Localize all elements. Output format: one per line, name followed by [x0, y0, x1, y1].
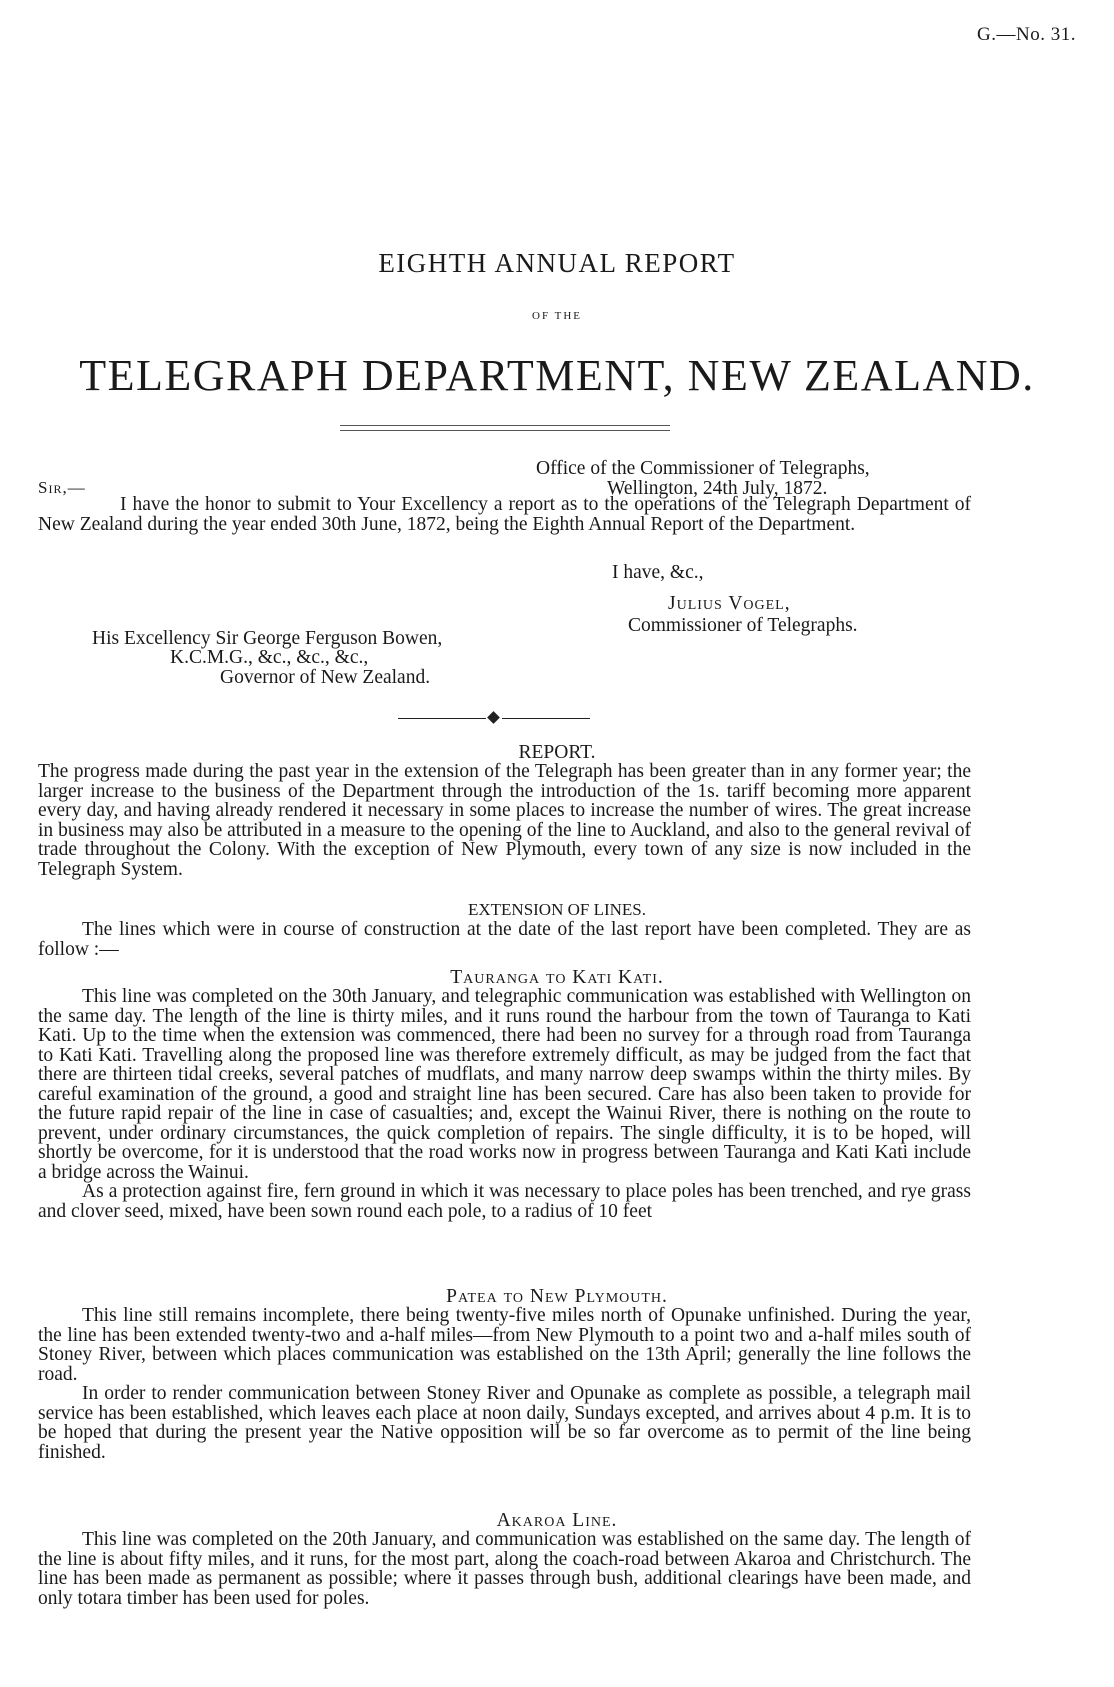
section-body-patea [38, 1306, 971, 1462]
section-paragraph: As a protection against fire, fern ground in which it was necessary to place poles has been trenched, and rye grass and clover seed, mixed, have been sown round each pole, to a radius of 10 feet [38, 1181, 971, 1222]
report-heading: REPORT. [518, 742, 596, 763]
letter-closing: I have, &c., [612, 562, 704, 583]
section-paragraph: This line was completed on the 30th January, and telegraphic communication was established with Wellington on the same day. The length of the line is thirty miles, and it runs round the harbour from the town of Tauranga to Kati Kati. Up to the time when the extension was commenced, there had been no survey for a through road from Tauranga to Kati Kati. Travelling along the proposed line was therefore extremely difficult, as may be judged from the fact that there are thirteen tidal creeks, several patches of mudflats, and many narrow deep swamps within the thirty miles. By careful examination of the ground, a good and straight line has been secured. Care has also been taken to provide for the future rapid repair of the line in case of casualties; and, except the Wainui River, there is nothing on the route to prevent, under ordinary circumstances, the quick completion of repairs. The single difficulty, it is to be hoped, will shortly be overcome, for it is understood that the road works now in progress between Tauranga and Kati Kati include a bridge across the Wainui. [38, 986, 971, 1183]
report-intro-text: The progress made during the past year in the extension of the Telegraph has been greater than in any former year; the larger increase to the business of the Department through the introduction of the 1s. tariff becoming more apparent every day, and having already rendered it necessary in some places to increase the number of wires. The great increase in business may also be attributed in a measure to the opening of the line to Auckland, and also to the general revival of trade throughout the Colony. With the exception of New Plymouth, every town of any size is now included in the Telegraph System. [38, 761, 971, 880]
addressee-line-1: His Excellency Sir George Ferguson Bowen, [92, 628, 443, 649]
letter-body [38, 495, 971, 534]
title-divider [340, 425, 670, 431]
section-paragraph: This line still remains incomplete, there being twenty-five miles north of Opunake unfinished. During the year, the line has been extended twenty-two and a-half miles—from New Plymouth to a point two and a-half miles south of Stoney River, between which places communication was established on the 13th April; generally the line follows the road. [38, 1305, 971, 1385]
addressee-line-3: Governor of New Zealand. [220, 667, 431, 688]
letter-signature-title: Commissioner of Telegraphs. [628, 615, 858, 636]
letter-signature: Julius Vogel, [668, 593, 791, 614]
section-paragraph: In order to render communication between Stoney River and Opunake as complete as possible, a telegraph mail service has been established, which leaves each place at noon daily, Sundays excepted, and arrives about 4 p.m. It is to be hoped that during the present year the Native opposition will be so far overcome as to permit of the line being finished. [38, 1383, 971, 1463]
section-body-tauranga [38, 987, 971, 1221]
ornament-divider [398, 712, 592, 724]
section-body-akaroa [38, 1530, 971, 1608]
addressee-line-2: K.C.M.G., &c., &c., &c., [170, 647, 369, 668]
letter-office: Office of the Commissioner of Telegraphs, [536, 458, 870, 479]
extension-intro-text: The lines which were in course of construction at the date of the last report have been completed. They are as follow :— [38, 919, 971, 960]
title-line-3: TELEGRAPH DEPARTMENT, NEW ZEALAND. [79, 351, 1035, 400]
diamond-ornament-icon [487, 711, 500, 724]
section-heading-akaroa: Akaroa Line. [496, 1510, 618, 1531]
letter-dateline: Wellington, 24th July, 1872. [607, 478, 828, 499]
extension-heading: EXTENSION OF LINES. [467, 900, 647, 919]
letter-salutation: Sir,— [38, 478, 86, 497]
title-line-1: EIGHTH ANNUAL REPORT [378, 248, 736, 278]
section-heading-tauranga: Tauranga to Kati Kati. [450, 967, 664, 988]
section-paragraph: This line was completed on the 20th January, and communication was established on the same day. The length of the line is about fifty miles, and it runs, for the most part, along the coach-road between Akaroa and Christchurch. The line has been made as permanent as possible; where it passes through bush, additional clearings have been made, and only totara timber has been used for poles. [38, 1529, 971, 1609]
section-heading-patea: Patea to New Plymouth. [446, 1286, 668, 1307]
title-line-2: OF THE [532, 310, 582, 322]
extension-intro [38, 920, 971, 959]
paper-reference: G.—No. 31. [977, 24, 1076, 45]
letter-body-text: I have the honor to submit to Your Excellency a report as to the operations of the Telegraph Department of New Zealand during the year ended 30th June, 1872, being the Eighth Annual Report of the Department. [38, 494, 971, 535]
report-intro [38, 762, 971, 879]
